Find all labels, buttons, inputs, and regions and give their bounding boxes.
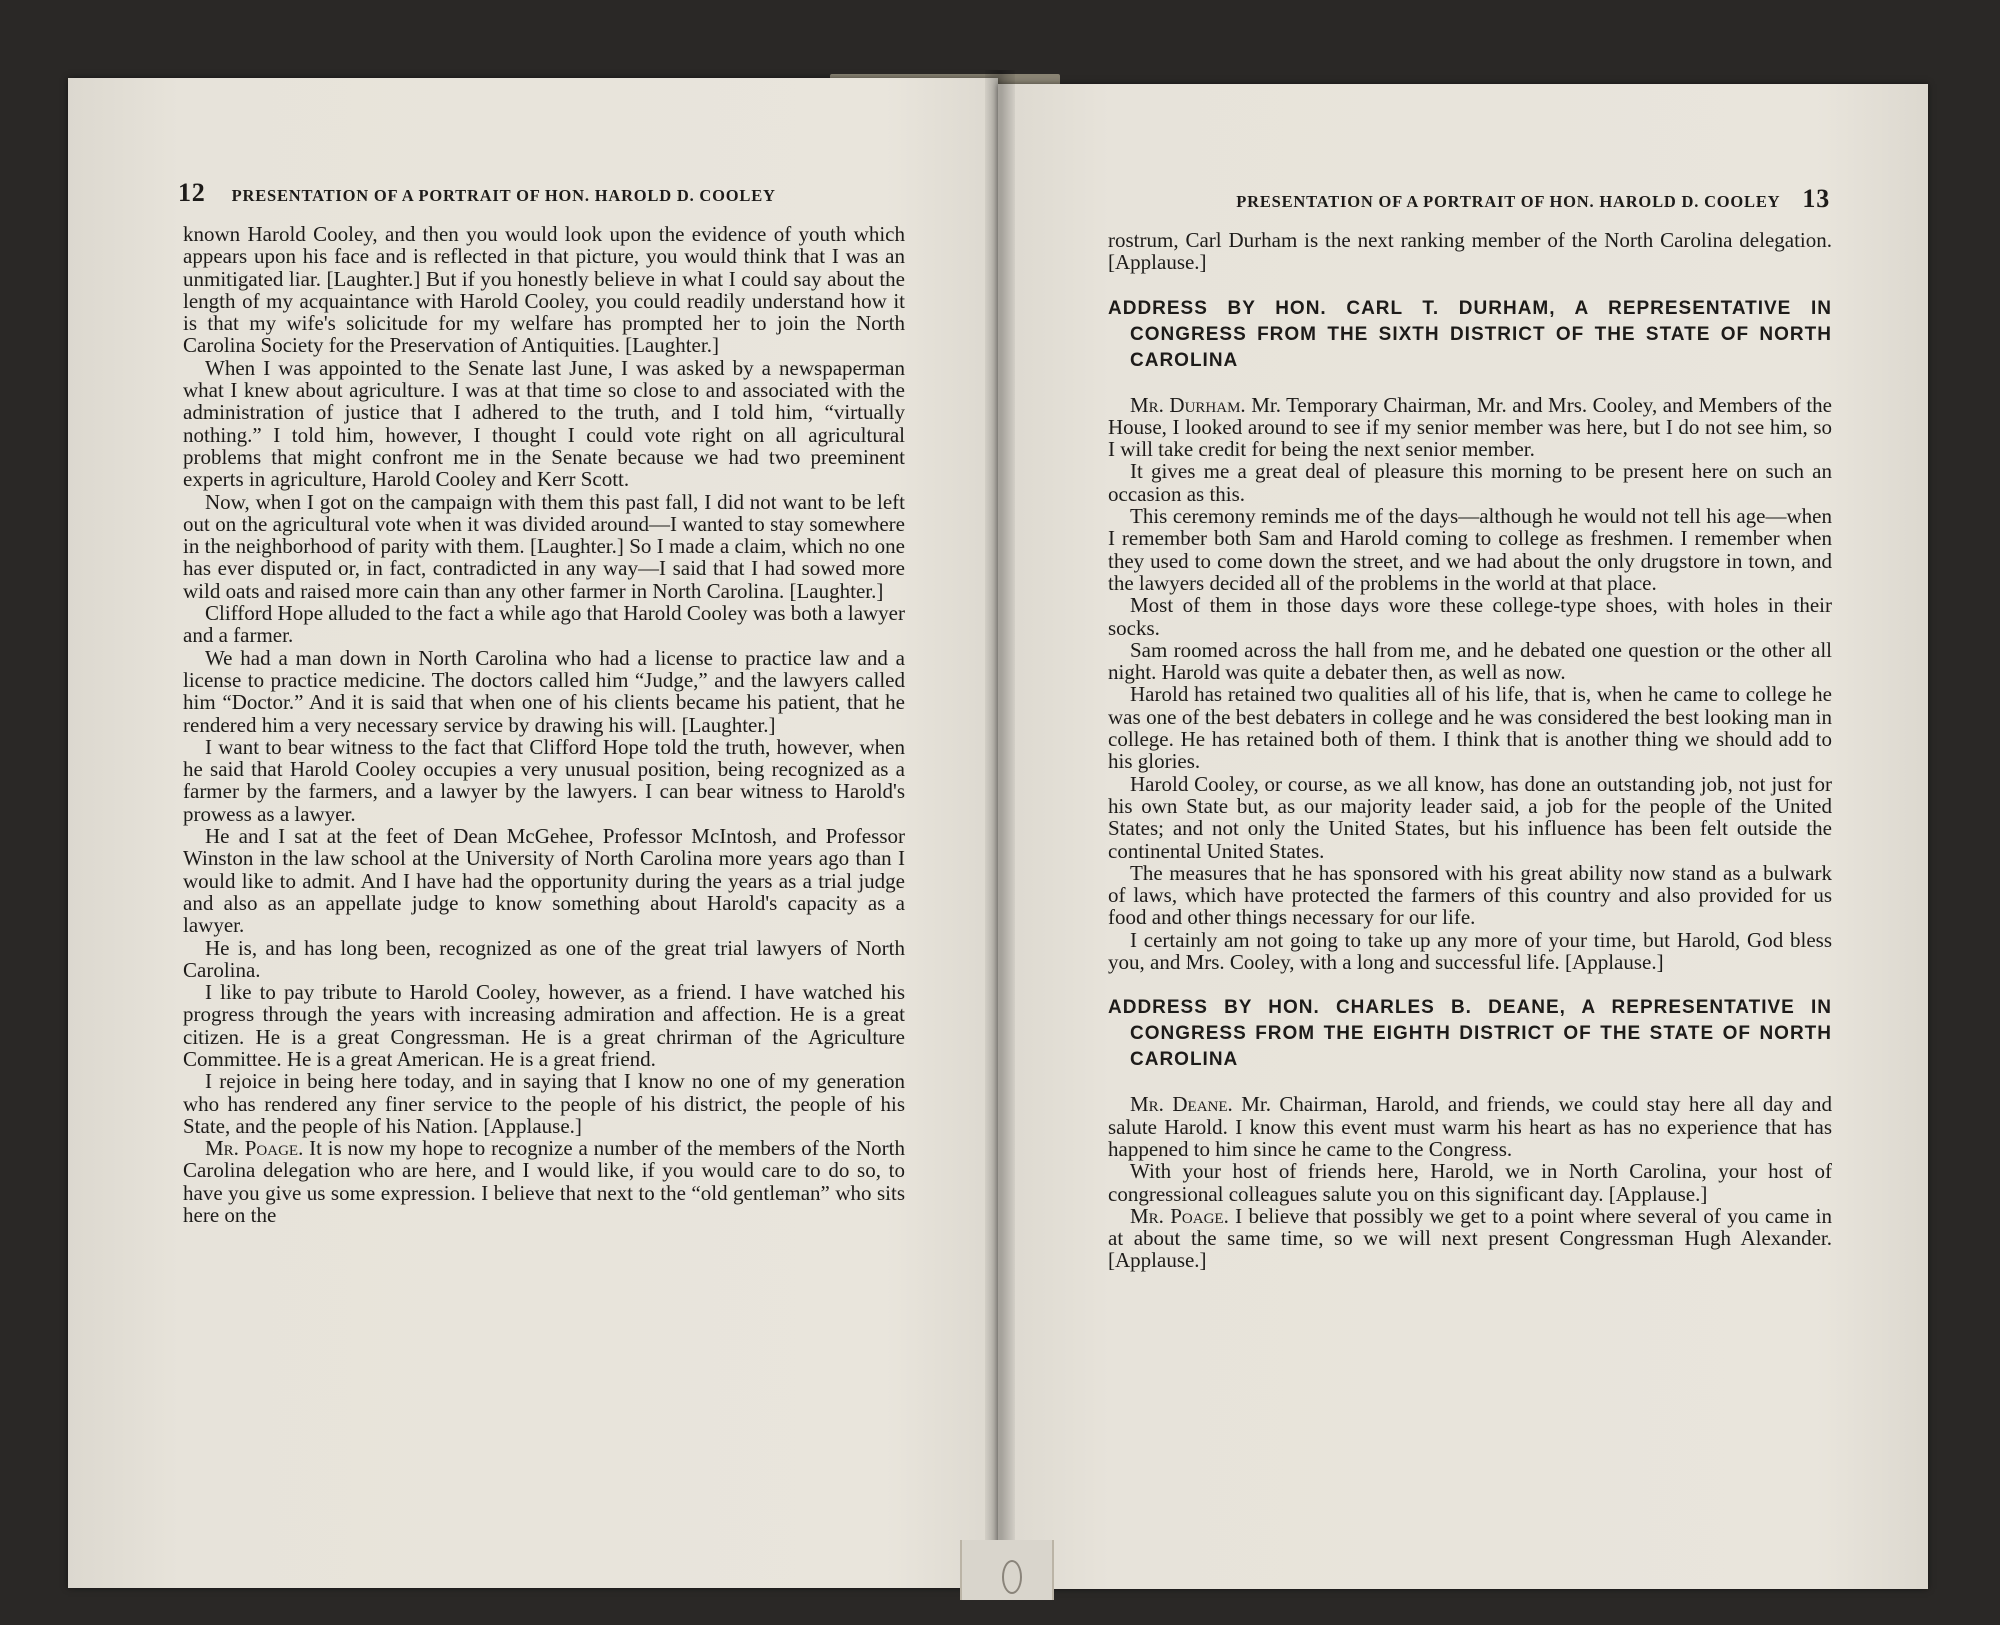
- right-poage-paragraph: [1108, 1205, 1832, 1272]
- durham-first-paragraph: [1108, 394, 1832, 461]
- deane-paragraph-2: With your host of friends here, Harold, we in North Carolina, your host of congressional colleagues salute you on this significant day. [Applause.]: [1108, 1159, 1832, 1206]
- durham-paragraph-8: The measures that he has sponsored with his great ability now stand as a bulwark of laws, which have protected the farmers of this country and also provided for us food and other things necessary for our life.: [1108, 860, 1832, 930]
- right-poage-speaker: Mr. Poage.: [1130, 1203, 1229, 1228]
- left-running-head: [178, 178, 918, 218]
- left-paragraph-3: Now, when I got on the campaign with them this past fall, I did not want to be left out on the agricultural vote when it was divided around—I wanted to stay somewhere in the neighborhood of parity with them. [Laughter.] So I made a claim, which no one has ever disputed or, in fact, contradicted in any way—I said that I had sowed more wild oats and raised more cain than any other farmer in North Carolina. [Laughter.]: [183, 489, 905, 603]
- durham-paragraph-9: I certainly am not going to take up any more of your time, but Harold, God bless you, and Mrs. Cooley, with a long and successful life. [Applause.]: [1108, 927, 1832, 975]
- durham-paragraph-7: Harold Cooley, or course, as we all know, has done an outstanding job, not just for his own State but, as our majority leader said, a job for the people of the United States; and not only the United States, but his influence has been felt outside the continental United States.: [1108, 771, 1832, 863]
- deane-address-heading: ADDRESS BY HON. CHARLES B. DEANE, A REPRESENTATIVE IN CONGRESS FROM THE EIGHTH DISTRICT OF THE STATE OF NORTH CAROLINA: [1108, 997, 1832, 1071]
- right-poage-text: I believe that possibly we get to a point where several of you came in at about the same time, so we will next present Congressman Hugh Alexander. [Applause.]: [1108, 1203, 1832, 1273]
- right-page-text: [1108, 229, 1832, 1272]
- left-paragraph-4: Clifford Hope alluded to the fact a while ago that Harold Cooley was both a lawyer and a farmer.: [183, 601, 905, 648]
- durham-paragraph-2: It gives me a great deal of pleasure this morning to be present here on such an occasion as this.: [1108, 459, 1832, 506]
- durham-paragraph-5: Sam roomed across the hall from me, and he debated one question or the other all night. Harold was quite a debater then, as well as now.: [1108, 637, 1832, 685]
- book-gutter: [985, 70, 1015, 1590]
- deane-speaker: Mr. Deane.: [1130, 1092, 1233, 1117]
- left-page: [68, 78, 998, 1588]
- deane-first-text: Mr. Chairman, Harold, and friends, we could stay here all day and salute Harold. I know this event must warm his heart as has no experience that has happened to him since he came to the Congress.: [1108, 1092, 1832, 1161]
- durham-paragraph-4: Most of them in those days wore these college-type shoes, with holes in their socks.: [1108, 593, 1832, 640]
- left-paragraph-6: I want to bear witness to the fact that Clifford Hope told the truth, however, when he said that Harold Cooley occupies a very unusual position, being recognized as a farmer by the farmers, and a lawyer by the lawyers. I can bear witness to Harold's prowess as a lawyer.: [183, 734, 905, 826]
- durham-speaker: Mr. Durham.: [1130, 392, 1246, 417]
- left-poage-speaker: Mr. Poage.: [205, 1136, 304, 1161]
- right-intro-paragraph: rostrum, Carl Durham is the next ranking member of the North Carolina delegation. [Applause.]: [1108, 228, 1832, 275]
- binding-thread: [1002, 1560, 1022, 1594]
- right-page-number: 13: [1802, 184, 1830, 213]
- left-paragraph-7: He and I sat at the feet of Dean McGehee, Professor McIntosh, and Professor Winston in the law school at the University of North Carolina more years ago than I would like to admit. And I have had the opportunity during the years as a trial judge and also as an appellate judge to know something about Harold's capacity as a lawyer.: [183, 824, 905, 938]
- durham-address-heading: ADDRESS BY HON. CARL T. DURHAM, A REPRESENTATIVE IN CONGRESS FROM THE SIXTH DISTRICT OF THE STATE OF NORTH CAROLINA: [1108, 297, 1832, 371]
- left-poage-text: It is now my hope to recognize a number of the members of the North Carolina delegation who are here, and I would like, if you would care to do so, to have you give us some expression. I believe that next to the “old gentleman” who sits here on the: [183, 1136, 905, 1228]
- right-running-title: PRESENTATION OF A PORTRAIT OF HON. HAROLD D. COOLEY: [1236, 192, 1781, 211]
- left-poage-paragraph: [183, 1137, 905, 1226]
- durham-paragraph-6: Harold has retained two qualities all of his life, that is, when he came to college he was one of the best debaters in college and he was considered the best looking man in college. He has retained both of them. I think that is another thing we should add to his glories.: [1108, 682, 1832, 774]
- right-running-head: [1106, 184, 1830, 224]
- durham-first-text: Mr. Temporary Chairman, Mr. and Mrs. Cooley, and Members of the House, I looked around to see if my senior member was here, but I do not see him, so I will take credit for being the next senior member.: [1108, 392, 1832, 462]
- left-paragraph-9: I like to pay tribute to Harold Cooley, however, as a friend. I have watched his progress through the years with increasing admiration and affection. He is a great citizen. He is a great Congressman. He is a great chrirman of the Agriculture Committee. He is a great American. He is a great friend.: [183, 980, 905, 1071]
- left-paragraph-2: When I was appointed to the Senate last June, I was asked by a newspaperman what I knew about agriculture. I was at that time so close to and associated with the administration of justice that I adhered to the truth, and I told him, “virtually nothing.” I told him, however, I thought I could vote right on all agricultural problems that might confront me in the Senate because we had two preeminent experts in agriculture, Harold Cooley and Kerr Scott.: [183, 355, 905, 492]
- left-paragraph-1: known Harold Cooley, and then you would look upon the evidence of youth which appears upon his face and is reflected in that picture, you would think that I was an unmitigated liar. [Laughter.] But if you honestly believe in what I could say about the length of my acquaintance with Harold Cooley, you could readily understand how it is that my wife's solicitude for my welfare has prompted her to join the North Carolina Society for the Preservation of Antiquities. [Laughter.]: [183, 222, 905, 358]
- left-paragraph-10: I rejoice in being here today, and in saying that I know no one of my generation who has rendered any finer service to the people of his district, the people of his State, and the people of his Nation. [Applause.]: [183, 1069, 905, 1138]
- left-paragraph-5: We had a man down in North Carolina who had a license to practice law and a license to practice medicine. The doctors called him “Judge,” and the lawyers called him “Doctor.” And it is said that when one of his clients became his patient, that he rendered him a very necessary service by drawing his will. [Laughter.]: [183, 645, 905, 737]
- left-running-title: PRESENTATION OF A PORTRAIT OF HON. HAROLD D. COOLEY: [231, 186, 776, 205]
- durham-paragraph-3: This ceremony reminds me of the days—although he would not tell his age—when I remember both Sam and Harold coming to college as freshmen. I remember when they used to come down the street, and we had about the only drugstore in town, and the lawyers decided all of the problems in the world at that place.: [1108, 504, 1832, 595]
- left-page-text: [183, 223, 905, 1226]
- right-page: [998, 84, 1928, 1589]
- left-page-number: 12: [178, 178, 206, 207]
- deane-first-paragraph: [1108, 1093, 1832, 1160]
- left-paragraph-8: He is, and has long been, recognized as one of the great trial lawyers of North Carolina.: [183, 935, 905, 982]
